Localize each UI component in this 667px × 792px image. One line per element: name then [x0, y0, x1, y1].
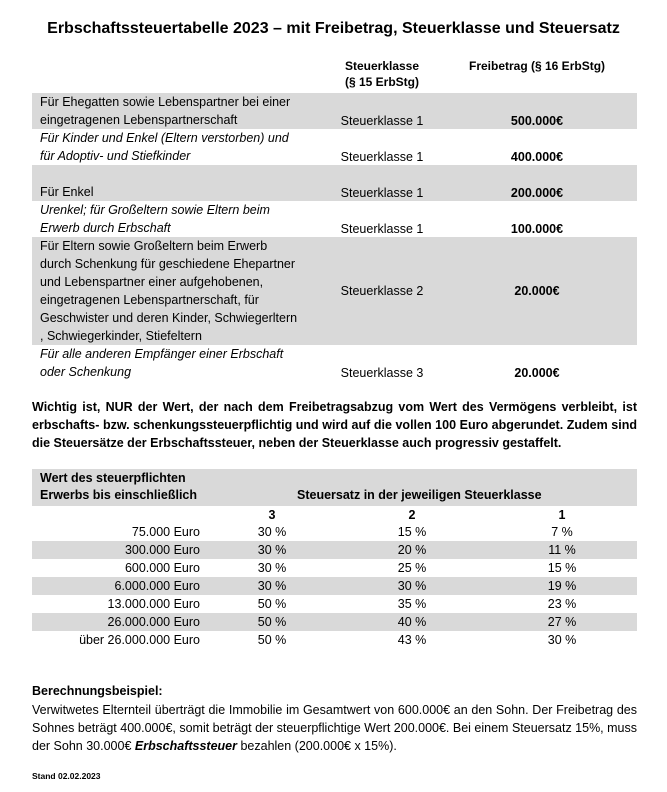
rate-class-3: 50 % [257, 633, 287, 647]
page-title: Erbschaftssteuertabelle 2023 – mit Freibetrag, Steuerklasse und Steuersatz [47, 20, 620, 37]
rate-class-1: 27 % [547, 615, 577, 629]
rate-class-3: 30 % [257, 543, 287, 557]
table-row [32, 523, 637, 541]
example-text-part: Verwitwetes Elternteil überträgt die Immobilie im Gesamtwert von 600.000€ an den Sohn. Der Freibetrag des Sohnes beträgt 400.000€, somit beträgt der steuerpflichtige Wert 200.000€. Bei einem Steuersatz 15%, muss der Sohn 30.000€ [32, 703, 637, 753]
rate-class-2: 35 % [397, 597, 427, 611]
table-row [32, 631, 637, 649]
row-label-line: Für Kinder und Enkel (Eltern verstorben) und [40, 131, 289, 145]
row-amount: 13.000.000 Euro [107, 597, 200, 611]
row-tax-class: Steuerklasse 1 [340, 150, 424, 164]
row-label-line: durch Schenkung für geschiedene Ehepartner [40, 257, 296, 271]
row-label-line: , Schwiegerkinder, Stiefeltern [40, 329, 202, 343]
table-row [32, 237, 637, 345]
header-line: (§ 15 ErbStg) [344, 75, 419, 89]
header-line: Steuerklasse [344, 59, 420, 73]
row-label [40, 345, 330, 381]
row-amount: über 26.000.000 Euro [79, 633, 200, 647]
row-label-line: Für Ehegatten sowie Lebenspartner bei einer [40, 95, 291, 109]
row-label-line: und Lebenspartner einer aufgehobenen, [40, 275, 264, 289]
row-label [40, 165, 330, 201]
table-row [32, 201, 637, 237]
table-row [32, 129, 637, 165]
row-amount: 6.000.000 Euro [114, 579, 200, 593]
rate-class-1: 11 % [548, 543, 576, 557]
row-allowance: 20.000€ [514, 284, 560, 298]
row-tax-class: Steuerklasse 1 [340, 186, 424, 200]
table-row [32, 541, 637, 559]
row-label-line: Für Eltern sowie Großeltern beim Erwerb [40, 239, 268, 253]
rate-class-3: 30 % [257, 561, 287, 575]
row-label [40, 129, 330, 165]
header-line: Wert des steuerpflichten [40, 471, 186, 485]
row-label [40, 93, 330, 129]
table-row [32, 93, 637, 129]
rate-class-2: 20 % [397, 543, 427, 557]
rate-class-1: 19 % [547, 579, 577, 593]
table-row [32, 165, 637, 201]
note-paragraph: Wichtig ist, NUR der Wert, der nach dem Freibetragsabzug vom Wert des Vermögens verbleibt, ist erbschafts- bzw. schenkungssteuerpflichtig und wird auf die vollen 100 Euro abgerundet. Zudem sind die Steuersätze der Erbschaftssteuer, neben der Steuerklasse auch progressiv gestaffelt. [32, 400, 637, 450]
rate-class-2: 30 % [397, 579, 427, 593]
header-line: Erwerbs bis einschließlich [40, 488, 198, 502]
row-label-line: Geschwister und deren Kinder, Schwiegerltern [40, 311, 298, 325]
row-allowance: 500.000€ [510, 114, 564, 128]
rate-class-3: 30 % [257, 579, 287, 593]
row-amount: 300.000 Euro [124, 543, 200, 557]
row-label-line: eingetragenen Lebenspartnerschaft, für [40, 293, 259, 307]
class-header-row [32, 506, 637, 524]
row-label [40, 237, 330, 345]
example-text-part: bezahlen (200.000€ x 15%). [237, 739, 397, 753]
header-rate-label: Steuersatz in der jeweiligen Steuerklasse [297, 488, 542, 502]
row-label-line: Für Enkel [40, 185, 94, 199]
table-row [32, 595, 637, 613]
example-text [32, 701, 637, 755]
row-label-line: Urenkel; für Großeltern sowie Eltern beim [40, 203, 270, 217]
column-header-freibetrag: Freibetrag (§ 16 ErbStg) [468, 59, 606, 73]
row-label [40, 201, 330, 237]
class-header-3: 3 [268, 508, 276, 522]
row-label-line: eingetragenen Lebenspartnerschaft [40, 113, 238, 127]
example-emphasis: Erbschaftssteuer [134, 739, 237, 753]
row-tax-class: Steuerklasse 1 [340, 114, 424, 128]
class-header-1: 1 [558, 508, 566, 522]
table-row [32, 345, 637, 381]
rate-class-3: 50 % [257, 615, 287, 629]
row-allowance: 100.000€ [510, 222, 564, 236]
rate-class-1: 23 % [547, 597, 577, 611]
row-amount: 600.000 Euro [124, 561, 200, 575]
row-allowance: 400.000€ [510, 150, 564, 164]
row-amount: 26.000.000 Euro [107, 615, 200, 629]
row-tax-class: Steuerklasse 1 [340, 222, 424, 236]
row-allowance: 20.000€ [514, 366, 560, 380]
rate-class-3: 50 % [257, 597, 287, 611]
row-label-line [40, 165, 330, 183]
rate-class-1: 7 % [551, 525, 573, 539]
header-value-label [40, 470, 197, 504]
stand-date: Stand 02.02.2023 [32, 771, 101, 781]
row-amount: 75.000 Euro [131, 525, 200, 539]
rate-class-2: 43 % [397, 633, 427, 647]
rate-class-3: 30 % [257, 525, 287, 539]
row-tax-class: Steuerklasse 3 [340, 366, 424, 380]
row-tax-class: Steuerklasse 2 [340, 284, 424, 298]
table-row [32, 559, 637, 577]
example-heading: Berechnungsbeispiel: [32, 684, 163, 698]
class-header-2: 2 [408, 508, 416, 522]
row-label-line: Erwerb durch Erbschaft [40, 221, 171, 235]
column-header-steuerklasse [332, 58, 432, 90]
rate-class-1: 30 % [547, 633, 577, 647]
rate-table-header [32, 469, 637, 506]
rate-class-2: 15 % [397, 525, 427, 539]
row-label-line: für Adoptiv- und Stiefkinder [40, 149, 191, 163]
row-allowance: 200.000€ [510, 186, 564, 200]
table-row [32, 613, 637, 631]
rate-class-2: 40 % [397, 615, 427, 629]
row-label-line: oder Schenkung [40, 365, 132, 379]
row-label-line: Für alle anderen Empfänger einer Erbschaft [40, 347, 284, 361]
rate-class-2: 25 % [397, 561, 427, 575]
table-row [32, 577, 637, 595]
rate-class-1: 15 % [547, 561, 577, 575]
